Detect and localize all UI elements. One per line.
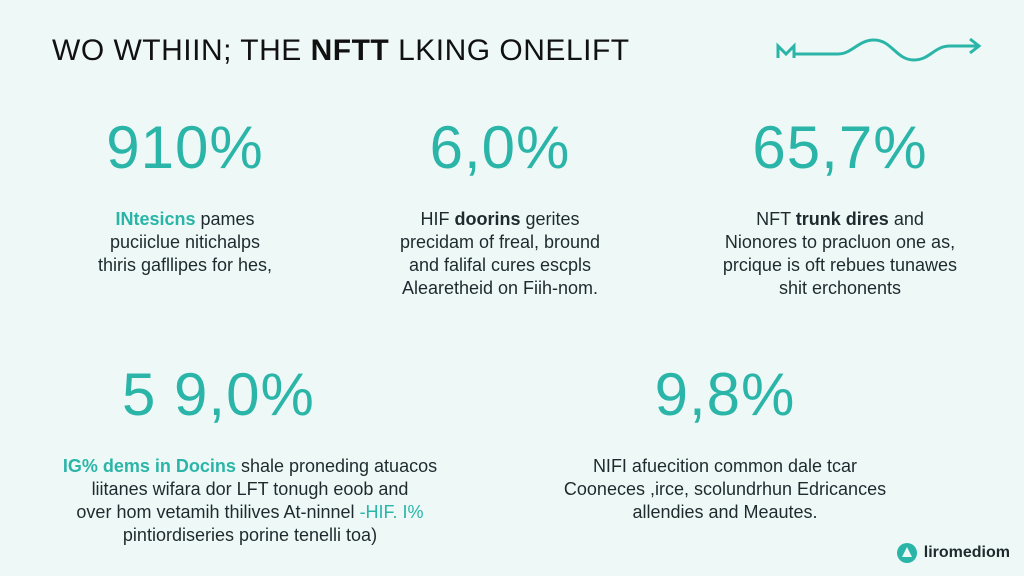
- stat-description: [540, 455, 910, 524]
- stat-description: [370, 208, 630, 300]
- stat-desc-accent: IG% dems in Docins: [62, 456, 236, 476]
- stat-desc-lead: NFT: [756, 209, 796, 229]
- stat-desc-line: precidam of freal, bround: [399, 232, 601, 252]
- title-part-1: WO WTHIIN; THE: [52, 34, 311, 67]
- stat-desc-line: and falifal cures escpls: [408, 255, 592, 275]
- title-part-2: LKING ONELIFT: [389, 34, 630, 67]
- stat-desc-lead: HIF: [420, 209, 455, 229]
- stat-desc-line: gerites: [520, 209, 580, 229]
- stat-description: [60, 208, 310, 277]
- stat-desc-line: allendies and Meautes.: [632, 502, 818, 522]
- stat-desc-bold: trunk dires: [795, 209, 889, 229]
- stat-value: 9,8%: [654, 361, 796, 428]
- stat-value: 65,7%: [752, 114, 928, 181]
- stat-block-4: [40, 361, 460, 547]
- stat-desc-bold: doorins: [454, 209, 521, 229]
- stat-desc-line: pintiordiseries porine tenelli toa): [122, 525, 378, 545]
- stat-desc-line: Alearetheid on Fiih-nom.: [401, 278, 599, 298]
- stat-desc-line: puciiclue nitichalps: [109, 232, 261, 252]
- logo-text: liromediom: [923, 544, 1010, 561]
- stat-block-2: [370, 114, 630, 300]
- stat-desc-line: shale proneding atuacos: [235, 456, 438, 476]
- stat-value: 5 9,0%: [122, 361, 315, 428]
- stat-value: 910%: [106, 114, 264, 181]
- stat-desc-accent: INtesicns: [115, 209, 196, 229]
- stat-desc-line: and: [888, 209, 924, 229]
- stat-block-3: [690, 114, 990, 300]
- stat-desc-line: thiris gafllipes for hes,: [97, 255, 273, 275]
- brand-logo: [896, 542, 1010, 564]
- stat-desc-line: Cooneces ,irce, scolundrhun Edricances: [563, 479, 887, 499]
- stat-desc-line: Nionores to pracluon one as,: [724, 232, 956, 252]
- stat-desc-line: pames: [195, 209, 255, 229]
- stat-description: [40, 455, 460, 547]
- stat-block-5: [540, 361, 910, 524]
- stat-desc-line: shit erchonents: [778, 278, 902, 298]
- wave-arrow-icon: [774, 36, 984, 70]
- stat-value: 6,0%: [429, 114, 571, 181]
- stat-desc-line: liitanes wifara dor LFT tonugh eoob and: [91, 479, 409, 499]
- stat-block-1: [60, 114, 310, 277]
- page-title: [52, 34, 630, 68]
- stat-desc-accent: -HIF. I%: [359, 502, 424, 522]
- stat-desc-line: NIFI afuecition common dale tcar: [592, 456, 858, 476]
- logo-mark-icon: [896, 542, 918, 564]
- stat-description: [690, 208, 990, 300]
- stat-desc-line: prcique is oft rebues tunawes: [722, 255, 958, 275]
- title-bold: NFTT: [310, 34, 390, 67]
- stat-desc-line: over hom vetamih thilives At-ninnel: [76, 502, 360, 522]
